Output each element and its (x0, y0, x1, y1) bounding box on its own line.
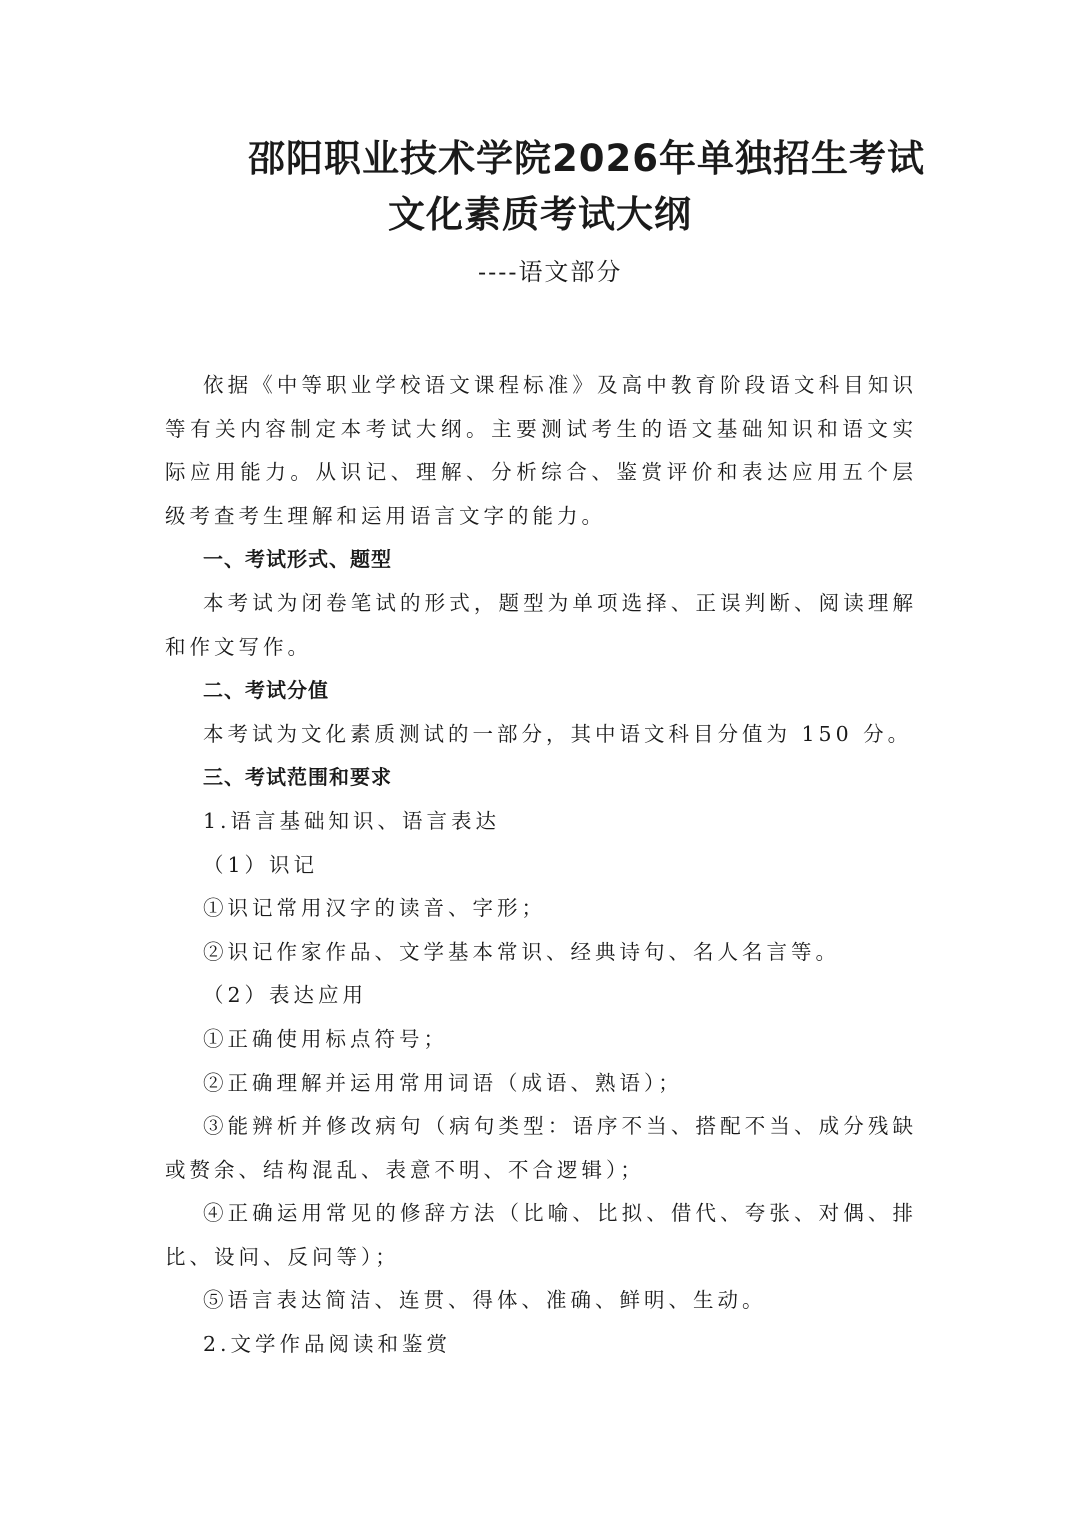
section1-heading: 一、考试形式、题型 (203, 547, 392, 572)
list-item: ④正确运用常见的修辞方法（比喻、比拟、借代、夸张、对偶、排比、设问、反问等）； (165, 1201, 917, 1269)
list-item: ②正确理解并运用常用词语（成语、熟语）； (203, 1070, 683, 1095)
item2-title: 2.文学作品阅读和鉴赏 (203, 1332, 452, 1357)
section3-heading: 三、考试范围和要求 (203, 765, 392, 790)
document-subtitle: ----语文部分 (478, 258, 623, 286)
list-item: ⑤语言表达简洁、连贯、得体、准确、鲜明、生动。 (203, 1288, 767, 1313)
document-title-line2: 文化素质考试大纲 (388, 193, 692, 236)
intro-paragraph: 依据《中等职业学校语文课程标准》及高中教育阶段语文科目知识等有关内容制定本考试大纲。主要测试考生的语文基础知识和语文实际应用能力。从识记、理解、分析综合、鉴赏评价和表达应用五个层级考查考生理解和运用语言文字的能力。 (165, 373, 917, 528)
section1-paragraph: 本考试为闭卷笔试的形式，题型为单项选择、正误判断、阅读理解和作文写作。 (165, 590, 917, 659)
document-body (165, 364, 917, 1367)
section2-heading: 二、考试分值 (203, 678, 329, 703)
sub2-title: （2）表达应用 (203, 983, 368, 1008)
sub1-title: （1）识记 (203, 852, 319, 877)
list-item: ①正确使用标点符号； (203, 1026, 448, 1051)
section2-paragraph: 本考试为文化素质测试的一部分，其中语文科目分值为 150 分。 (203, 721, 913, 746)
list-item: ①识记常用汉字的读音、字形； (203, 896, 546, 921)
list-item: ③能辨析并修改病句（病句类型：语序不当、搭配不当、成分残缺或赘余、结构混乱、表意不明、不合逻辑）； (165, 1114, 917, 1182)
document-title-line1: 邵阳职业技术学院2026年单独招生考试 (248, 137, 925, 180)
item1-title: 1.语言基础知识、语言表达 (203, 808, 501, 833)
list-item: ②识记作家作品、文学基本常识、经典诗句、名人名言等。 (203, 939, 840, 964)
